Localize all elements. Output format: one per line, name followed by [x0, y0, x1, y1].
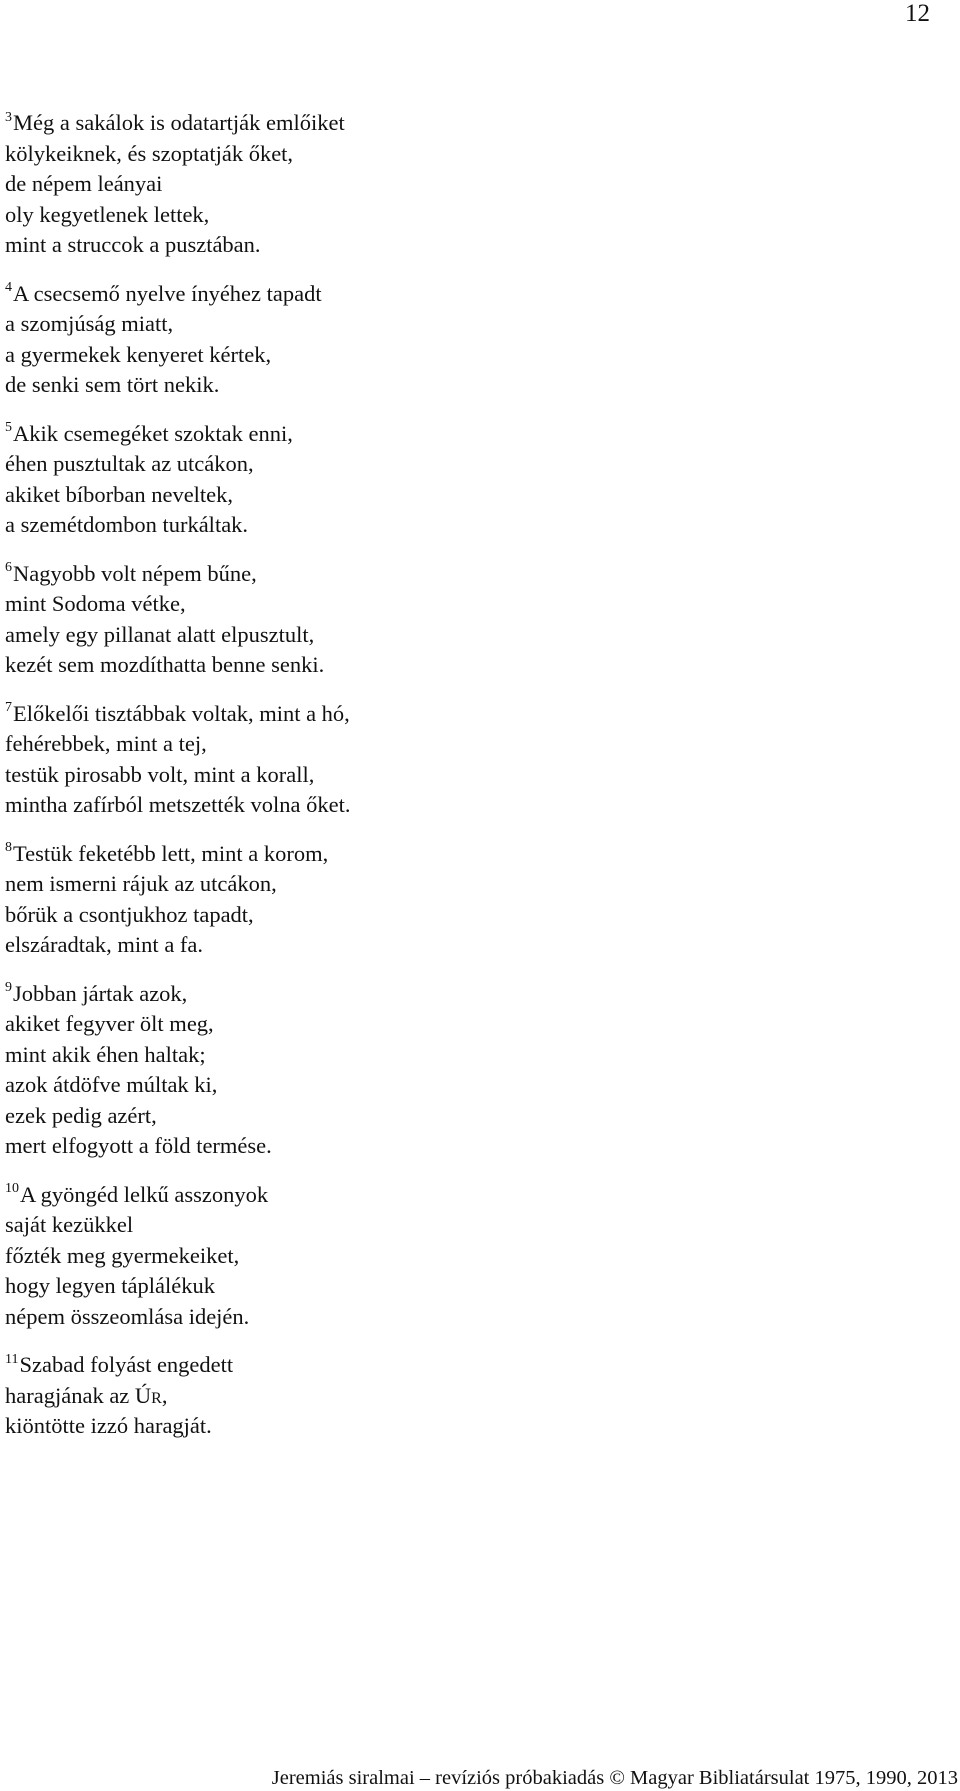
verse-line: azok átdöfve múltak ki, [5, 1072, 218, 1097]
verse-text: Szabad folyást engedett [19, 1352, 234, 1377]
verse-text: Előkelői tisztábbak voltak, mint a hó, [13, 700, 350, 726]
verse-6 [5, 559, 945, 681]
verse-11 [5, 1350, 945, 1442]
verse-text: Még a sakálok is odatartják emlőiket [13, 110, 345, 135]
verse-9 [5, 979, 945, 1162]
verse-line: mint a struccok a pusztában. [5, 232, 261, 257]
page-footer: Jeremiás siralmai – revíziós próbakiadás © Magyar Bibliatársulat 1975, 1990, 2013 [271, 1767, 958, 1789]
verse-line: fehérebbek, mint a tej, [5, 731, 207, 756]
verse-line: hogy legyen táplálékuk [5, 1273, 215, 1298]
verse-line: bőrük a csontjukhoz tapadt, [5, 901, 254, 927]
verse-line: a szomjúság miatt, [5, 311, 174, 336]
verse-4 [5, 279, 945, 401]
verse-line: kiöntötte izzó haragját. [5, 1413, 212, 1438]
verse-line: kölykeiknek, és szoptatják őket, [5, 140, 294, 166]
verse-text: Testük feketébb lett, mint a korom, [13, 840, 329, 866]
verse-number: 7 [5, 700, 12, 716]
verse-line [5, 839, 945, 870]
verse-line: éhen pusztultak az utcákon, [5, 451, 254, 476]
verse-line: a szemétdombon turkáltak. [5, 512, 249, 537]
verse-line: mintha zafírból metszették volna őket. [5, 792, 351, 817]
verse-line: akiket fegyver ölt meg, [5, 1011, 214, 1036]
verse-number: 6 [5, 560, 12, 576]
verse-line [5, 559, 945, 590]
verse-line: testük pirosabb volt, mint a korall, [5, 761, 315, 787]
verse-number: 5 [5, 420, 12, 436]
verse-number: 4 [5, 280, 12, 296]
verse-list [5, 108, 945, 1460]
verse-number: 8 [5, 840, 12, 856]
verse-line: de senki sem tört nekik. [5, 372, 220, 397]
verse-text: A csecsemő nyelve ínyéhez tapadt [13, 280, 322, 306]
verse-number: 11 [5, 1351, 19, 1367]
verse-number: 9 [5, 980, 12, 996]
verse-line [5, 279, 945, 310]
verse-line [5, 108, 945, 139]
verse-number: 3 [5, 109, 12, 125]
verse-text: Nagyobb volt népem bűne, [13, 560, 257, 586]
verse-line: mint Sodoma vétke, [5, 591, 186, 616]
verse-text: Jobban jártak azok, [13, 980, 188, 1006]
page-number: 12 [905, 0, 930, 27]
verse-7 [5, 699, 945, 821]
verse-line: kezét sem mozdíthatta benne senki. [5, 652, 325, 677]
verse-text: A gyöngéd lelkű asszonyok [20, 1181, 269, 1207]
verse-line: népem összeomlása idején. [5, 1303, 250, 1329]
verse-line [5, 419, 945, 450]
verse-line: akiket bíborban neveltek, [5, 481, 234, 507]
verse-line: nem ismerni rájuk az utcákon, [5, 871, 277, 896]
verse-line [5, 699, 945, 730]
verse-line: oly kegyetlenek lettek, [5, 201, 210, 227]
verse-text: haragjának az [5, 1382, 135, 1408]
verse-line: mert elfogyott a föld termése. [5, 1133, 272, 1158]
verse-8 [5, 839, 945, 961]
verse-line [5, 1381, 945, 1412]
verse-10 [5, 1180, 945, 1333]
verse-number: 10 [5, 1181, 19, 1197]
verse-line: mint akik éhen haltak; [5, 1041, 206, 1067]
verse-line: de népem leányai [5, 171, 163, 196]
verse-text: Akik csemegéket szoktak enni, [13, 420, 293, 446]
verse-3 [5, 108, 945, 261]
verse-line: saját kezükkel [5, 1212, 134, 1237]
verse-punctuation: , [161, 1382, 168, 1408]
verse-line: ezek pedig azért, [5, 1102, 157, 1128]
verse-line: a gyermekek kenyeret kértek, [5, 341, 272, 367]
verse-line [5, 979, 945, 1010]
verse-line: amely egy pillanat alatt elpusztult, [5, 621, 315, 647]
verse-5 [5, 419, 945, 541]
verse-line [5, 1350, 945, 1381]
divine-name: Úr [134, 1382, 162, 1408]
verse-line: elszáradtak, mint a fa. [5, 932, 204, 957]
verse-line [5, 1180, 945, 1211]
verse-line: főzték meg gyermekeiket, [5, 1242, 240, 1268]
